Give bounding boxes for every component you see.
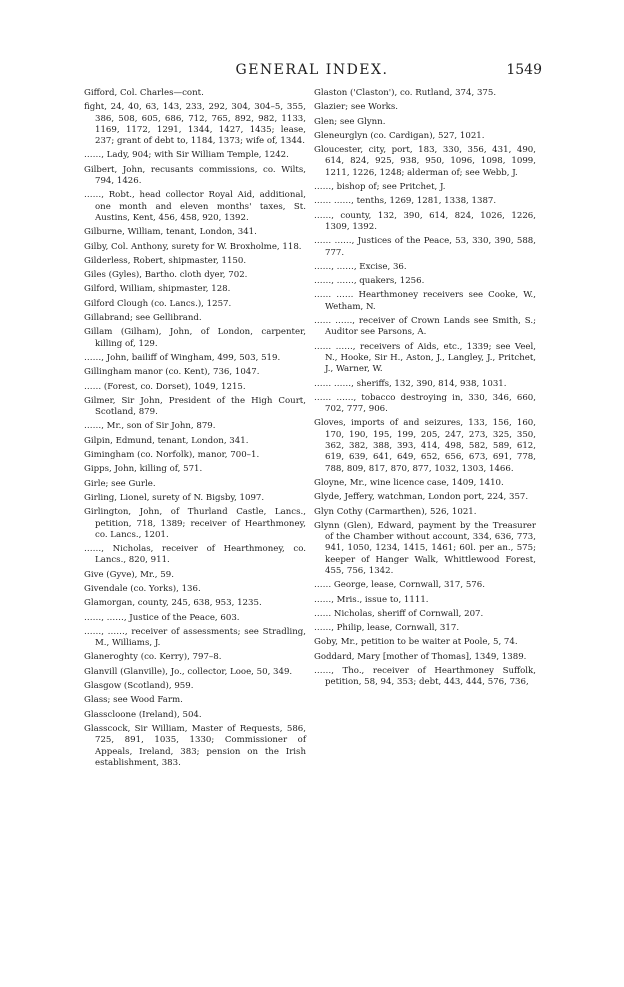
index-entry: ……, ……, Justice of the Peace, 603. (84, 612, 240, 623)
index-entry: ……, Philip, lease, Cornwall, 317. (314, 623, 460, 634)
index-entry: Goddard, Mary [mother of Thomas], 1349, 1389. (314, 651, 527, 662)
index-entry: Glen; see Glynn. (314, 116, 386, 127)
index-entry: Gipps, John, killing of, 571. (84, 464, 203, 475)
index-entry: Glasgow (Scotland), 959. (84, 681, 194, 692)
index-entry: …… ……, receiver of Crown Lands see Smith, S.; Auditor see Parsons, A. (314, 316, 536, 338)
index-entry: Gloves, imports of and seizures, 133, 156, 160, 170, 190, 195, 199, 205, 247, 273, 325, 350, 362, 382, 388, 393, 414, 498, 582, 589, 612, 619, 639, 641, 649, 652, 656, 673, 691, 778, 788, 809, 817, 870, 877, 1032, 1303, 1466. (314, 418, 536, 474)
index-entry: Gilderless, Robert, shipmaster, 1150. (84, 255, 247, 266)
index-entry: Glyde, Jeffery, watchman, London port, 224, 357. (314, 492, 529, 503)
index-entry: Glynn (Glen), Edward, payment by the Treasurer of the Chamber without account, 334, 636, 773, 941, 1050, 1234, 1415, 1461; 60l. per an., 575; keeper of Hanger Walk, Whittlewood Forest, 455, 756, 1342. (314, 520, 536, 576)
index-entry: ……, Tho., receiver of Hearthmoney Suffolk, petition, 58, 94, 353; debt, 443, 444, 576, 736, (314, 666, 536, 688)
index-entry: Give (Gyve), Mr., 59. (84, 569, 174, 580)
index-entry: Glasscock, Sir William, Master of Requests, 586, 725, 891, 1035, 1330; Commissioner of Appeals, Ireland, 383; pension on the Irish establishment, 383. (84, 723, 306, 768)
index-entry: ……, county, 132, 390, 614, 824, 1026, 1226, 1309, 1392. (314, 210, 536, 232)
index-entry: Glanvill (Glanville), Jo., collector, Looe, 50, 349. (84, 666, 293, 677)
left-column (84, 88, 306, 772)
index-entry: ……, ……, Excise, 36. (314, 261, 407, 272)
page-header (82, 62, 542, 82)
index-entry: ……, Mris., issue to, 1111. (314, 594, 429, 605)
index-entry: Glaneroghty (co. Kerry), 797–8. (84, 652, 222, 663)
running-title: GENERAL INDEX. (235, 62, 389, 78)
index-entry: Gilpin, Edmund, tenant, London, 341. (84, 435, 249, 446)
index-entry: ……, bishop of; see Pritchet, J. (314, 182, 446, 193)
index-entry: …… (Forest, co. Dorset), 1049, 1215. (84, 381, 246, 392)
index-entry: …… ……, sheriffs, 132, 390, 814, 938, 1031. (314, 378, 507, 389)
index-entry: ……, Nicholas, receiver of Hearthmoney, co. Lancs., 820, 911. (84, 544, 306, 566)
index-entry: Girle; see Gurle. (84, 478, 156, 489)
index-entry: Girlington, John, of Thurland Castle, Lancs., petition, 718, 1389; receiver of Hearthmoney, co. Lancs., 1201. (84, 507, 306, 540)
index-entry: Gilmer, Sir John, President of the High Court, Scotland, 879. (84, 395, 306, 418)
index-entry: Gillingham manor (co. Kent), 736, 1047. (84, 367, 260, 378)
index-entry: Gilburne, William, tenant, London, 341. (84, 227, 257, 238)
index-entry: Glaston ('Claston'), co. Rutland, 374, 375. (314, 88, 497, 98)
index-entry: ……, Lady, 904; with Sir William Temple, 1242. (84, 150, 289, 161)
index-entry: Girling, Lionel, surety of N. Bigsby, 1097. (84, 492, 265, 503)
index-entry: ……, ……, receiver of assessments; see Stradling, M., Williams, J. (84, 626, 306, 649)
index-entry: Gleneurglyn (co. Cardigan), 527, 1021. (314, 130, 485, 141)
index-entry: Gimingham (co. Norfolk), manor, 700–1. (84, 450, 260, 461)
index-entry: …… ……, Justices of the Peace, 53, 330, 390, 588, 777. (314, 236, 536, 258)
index-entry: …… Nicholas, sheriff of Cornwall, 207. (314, 608, 484, 619)
index-entry: ……, ……, quakers, 1256. (314, 276, 425, 287)
index-entry: Glasscloone (Ireland), 504. (84, 709, 202, 720)
index-entry: Glass; see Wood Farm. (84, 695, 183, 706)
index-entry: Gillabrand; see Gellibrand. (84, 313, 202, 324)
page-number: 1549 (506, 62, 542, 78)
index-entry: Gifford, Col. Charles—cont. (84, 88, 204, 98)
index-entry: Gilford, William, shipmaster, 128. (84, 284, 231, 295)
index-entry: Glazier; see Works. (314, 102, 399, 113)
index-entry: Gilby, Col. Anthony, surety for W. Broxholme, 118. (84, 241, 302, 252)
index-entry: …… …… Hearthmoney receivers see Cooke, W., Wetham, N. (314, 290, 536, 312)
index-entry: Gloyne, Mr., wine licence case, 1409, 1410. (314, 477, 504, 488)
index-entry: Giles (Gyles), Bartho. cloth dyer, 702. (84, 270, 248, 281)
index-entry: Gloucester, city, port, 183, 330, 356, 431, 490, 614, 824, 925, 938, 950, 1096, 1098, 1099, 1211, 1226, 1248; alderman of; see Webb, J. (314, 145, 536, 178)
index-entry: ……, Robt., head collector Royal Aid, additional, one month and eleven months' taxes, St. Austins, Kent, 456, 458, 920, 1392. (84, 190, 306, 223)
index-entry: …… ……, tobacco destroying in, 330, 346, 660, 702, 777, 906. (314, 392, 536, 415)
index-entry: Glyn Cothy (Carmarthen), 526, 1021. (314, 506, 477, 517)
index-entry: Gilbert, John, recusants commissions, co. Wilts, 794, 1426. (84, 164, 306, 187)
index-entry: fight, 24, 40, 63, 143, 233, 292, 304, 304–5, 355, 386, 508, 605, 686, 712, 765, 892, 982, 1133, 1169, 1172, 1291, 1344, 1427, 1435; lease, 237; grant of debt to, 1184, 1373; wife of, 1344. (84, 102, 306, 147)
index-entry: ……, John, bailiff of Wingham, 499, 503, 519. (84, 352, 281, 363)
index-entry: Gilford Clough (co. Lancs.), 1257. (84, 298, 232, 309)
index-entry: …… ……, receivers of Aids, etc., 1339; see Veel, N., Hooke, Sir H., Aston, J., Langley, J., Pritchet, J., Warner, W. (314, 341, 536, 375)
index-entry: …… George, lease, Cornwall, 317, 576. (314, 580, 485, 591)
right-column (314, 88, 536, 692)
index-entry: Gillam (Gilham), John, of London, carpenter, killing of, 129. (84, 327, 306, 349)
index-entry: Givendale (co. Yorks), 136. (84, 583, 201, 594)
index-entry: Glamorgan, county, 245, 638, 953, 1235. (84, 598, 262, 609)
index-entry: ……, Mr., son of Sir John, 879. (84, 421, 216, 432)
index-entry: Goby, Mr., petition to be waiter at Poole, 5, 74. (314, 637, 518, 648)
index-entry: …… ……, tenths, 1269, 1281, 1338, 1387. (314, 196, 497, 207)
